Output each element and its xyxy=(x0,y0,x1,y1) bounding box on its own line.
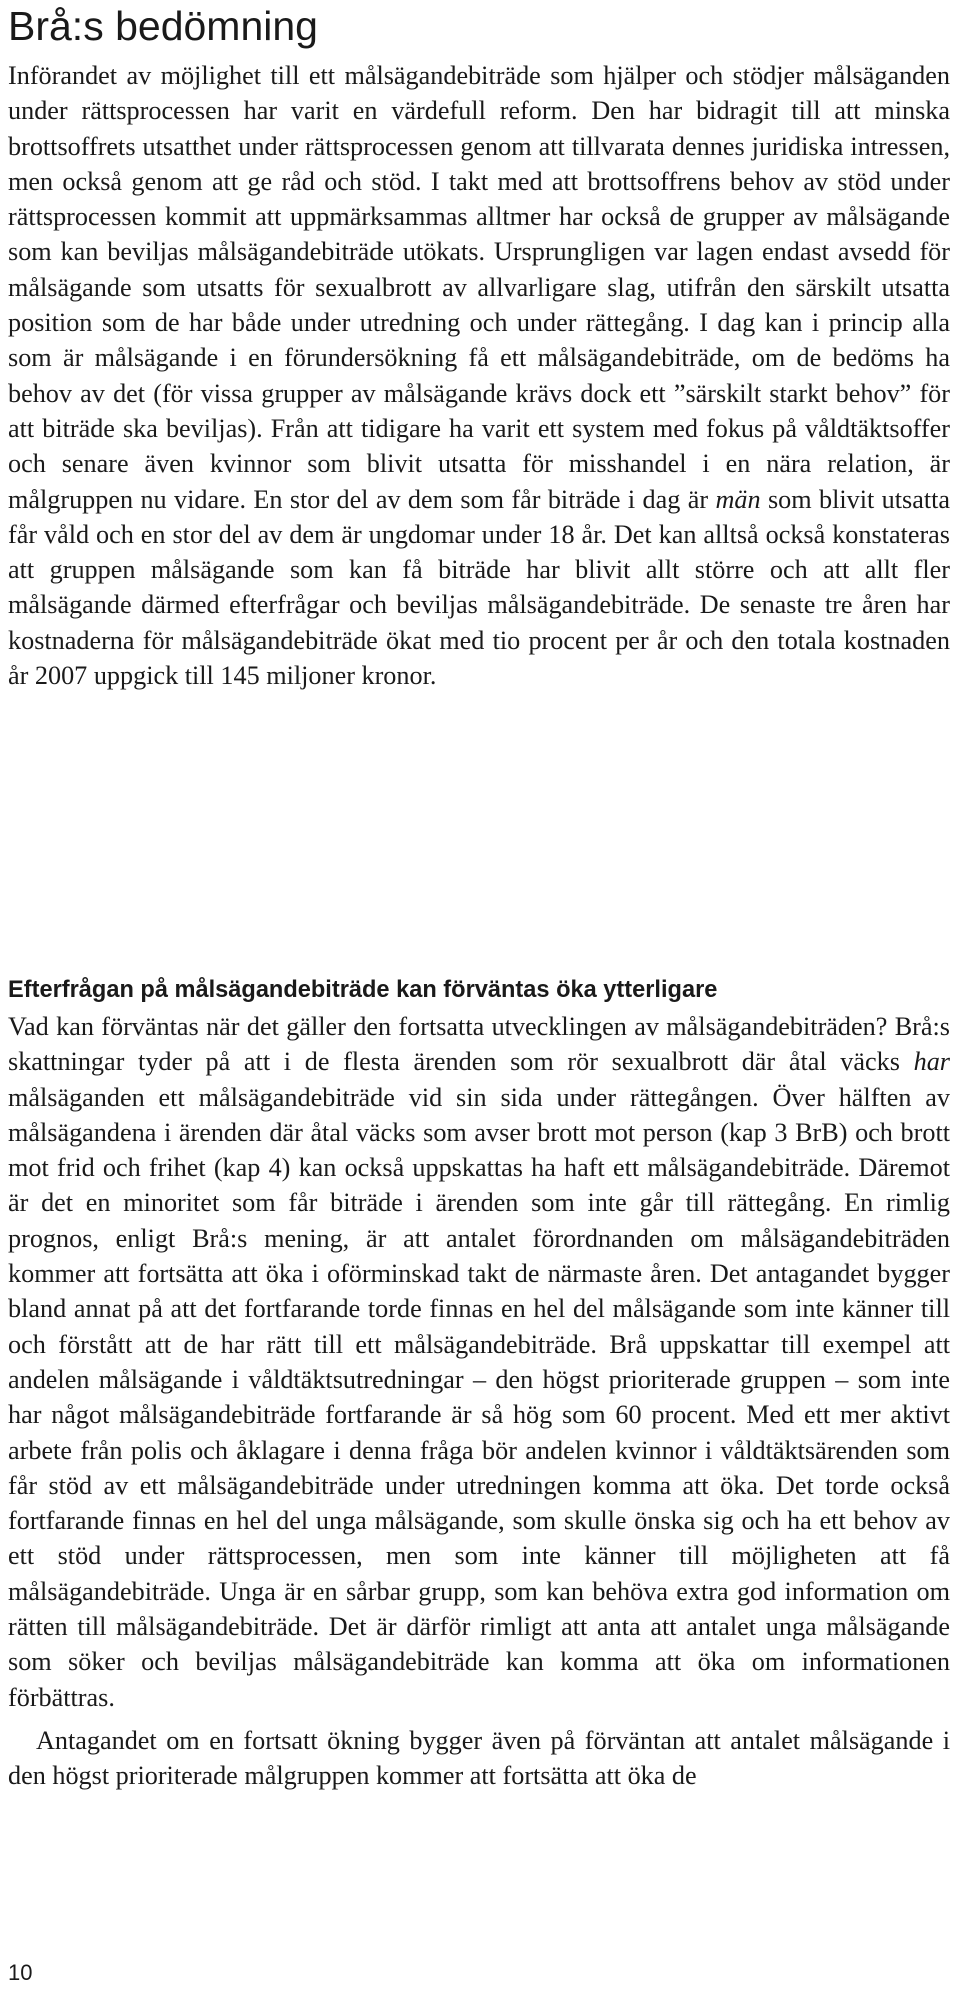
intro-text-part-1: Införandet av möjlighet till ett målsägandebiträde som hjälper och stödjer målsäganden under rättsprocessen har varit en värdefull reform. Den har bidragit till att minska brottsoffrets utsatthet under rättsprocessen genom att tillvarata dennes juridiska intressen, men också genom att ge råd och stöd. I takt med att brottsoffrens behov av stöd under rättsprocessen kommit att uppmärksammas alltmer har också de grupper av målsägande som kan beviljas målsägandebiträde utökats. Ursprungligen var lagen endast avsedd för målsägande som utsatts för sexualbrott av allvarligare slag, utifrån den särskilt utsatta position som de har både under utredning och under rättegång. I dag kan i princip alla som är målsägande i en förundersökning få ett målsägandebiträde, om de bedöms ha behov av det (för vissa grupper av målsägande krävs dock ett ”särskilt starkt behov” för att biträde ska beviljas). Från att tidigare ha varit ett system med fokus på våldtäktsoffer och senare även kvinnor som blivit utsatta för misshandel i en nära relation, är målgruppen nu vidare. En stor del av dem som får biträde i dag är xyxy=(8,61,950,514)
section-paragraph-1 xyxy=(8,1009,950,1715)
intro-text-part-2: som blivit utsatta får våld och en stor del av dem är ungdomar under 18 år. Det kan alltså också konstateras att gruppen målsägande som kan få biträde har blivit allt större och att allt fler målsägande därmed efterfrågar och beviljas målsägandebiträde. De senaste tre åren har kostnaderna för målsägandebiträde ökat med tio procent per år och den totala kostnaden år 2007 uppgick till 145 miljoner kronor. xyxy=(8,484,950,691)
section-text-part-1: Vad kan förväntas när det gäller den fortsatta utvecklingen av målsägandebiträden? Brå:s skattningar tyder på att i de flesta ärenden som rör sexualbrott där åtal väcks xyxy=(8,1012,950,1077)
intro-paragraph xyxy=(8,58,950,693)
page-title: Brå:s bedömning xyxy=(8,3,318,49)
section-heading: Efterfrågan på målsägandebiträde kan förväntas öka ytterligare xyxy=(8,977,718,1003)
forecast-section xyxy=(8,975,950,1794)
section-emphasis: har xyxy=(913,1047,950,1077)
section-paragraph-2: Antagandet om en fortsatt ökning bygger även på förväntan att antalet målsägande i den högst prioriterade målgruppen kommer att fortsätta att öka de xyxy=(8,1725,950,1791)
intro-emphasis: män xyxy=(715,484,761,514)
page-number: 10 xyxy=(8,1960,33,1985)
intro-section xyxy=(8,58,950,693)
section-text-part-2: målsäganden ett målsägandebiträde vid sin sida under rättegången. Över hälften av målsägandena i ärenden där åtal väcks som avser brott mot person (kap 3 BrB) och brott mot frid och frihet (kap 4) kan också uppskattas ha haft ett målsägandebiträde. Däremot är det en minoritet som får biträde i ärenden som inte går till rättegång. En rimlig prognos, enligt Brå:s mening, är att antalet förordnanden om målsägandebiträden kommer att fortsätta att öka i oförminskad takt de närmaste åren. Det antagandet bygger bland annat på att det fortfarande torde finnas en hel del målsägande som inte känner till och förstått att de har rätt till ett målsägandebiträde. Brå uppskattar till exempel att andelen målsägande i våldtäktsutredningar – den högst prioriterade gruppen – som inte har något målsägandebiträde fortfarande är så hög som 60 procent. Med ett mer aktivt arbete från polis och åklagare i denna fråga bör andelen kvinnor i våldtäktsärenden som får stöd av ett målsägandebiträde under utredningen komma att öka. Det torde också fortfarande finnas en hel del unga målsägande, som skulle önska sig och ha ett behov av ett stöd under rättsprocessen, men som inte känner till möjligheten att få målsägandebiträde. Unga är en sårbar grupp, som kan behöva extra god information om rätten till målsägandebiträde. Det är därför rimligt att anta att antalet unga målsägande som söker och beviljas målsägandebiträde kan komma att öka om informationen förbättras. xyxy=(8,1082,950,1712)
